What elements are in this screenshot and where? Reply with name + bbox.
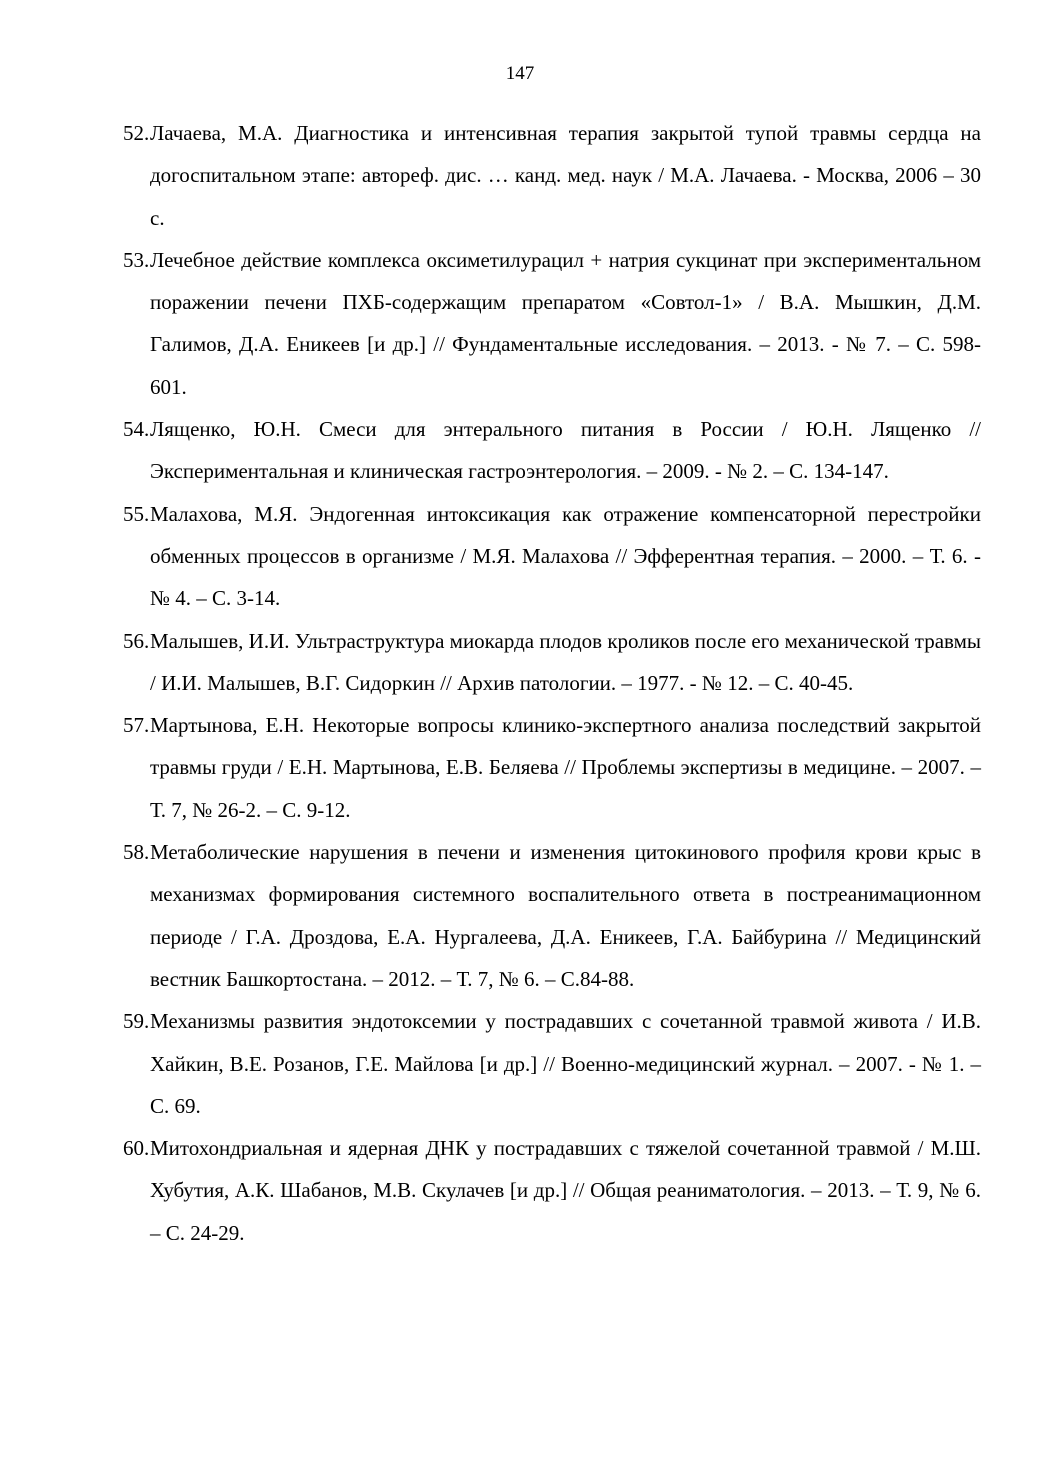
reference-list bbox=[0, 112, 1040, 1254]
reference-item-55 bbox=[123, 493, 981, 620]
reference-text: Мартынова, Е.Н. Некоторые вопросы клинико-экспертного анализа последствий закрытой травмы груди / Е.Н. Мартынова, Е.В. Беляева // Проблемы экспертизы в медицине. – 2007. – Т. 7, № 26-2. – С. 9-12. bbox=[150, 713, 981, 822]
reference-text: Лященко, Ю.Н. Смеси для энтерального питания в России / Ю.Н. Лященко // Экспериментальная и клиническая гастроэнтерология. – 2009. - № 2. – С. 134-147. bbox=[150, 417, 981, 484]
reference-text: Малышев, И.И. Ультраструктура миокарда плодов кроликов после его механической травмы / И.И. Малышев, В.Г. Сидоркин // Архив патологии. – 1977. - № 12. – С. 40-45. bbox=[150, 628, 981, 695]
reference-number: 55. bbox=[123, 501, 150, 526]
reference-number: 54. bbox=[123, 417, 150, 442]
reference-number: 53. bbox=[123, 247, 150, 272]
reference-text: Лечебное действие комплекса оксиметилурацил + натрия сукцинат при экспериментальном поражении печени ПХБ-содержащим препаратом «Совтол-1» / В.А. Мышкин, Д.М. Галимов, Д.А. Еникеев [и др.] // Фундаментальные исследования. – 2013. - № 7. – С. 598-601. bbox=[150, 247, 981, 399]
reference-text: Метаболические нарушения в печени и изменения цитокинового профиля крови крыс в механизмах формирования системного воспалительного ответа в постреанимационном периоде / Г.А. Дроздова, Е.А. Нургалеева, Д.А. Еникеев, Г.А. Байбурина // Медицинский вестник Башкортостана. – 2012. – Т. 7, № 6. – С.84-88. bbox=[150, 840, 981, 991]
reference-item-52 bbox=[123, 112, 981, 239]
reference-item-58 bbox=[123, 831, 981, 1000]
reference-item-57 bbox=[123, 704, 981, 831]
reference-item-59 bbox=[123, 1000, 981, 1127]
reference-number: 57. bbox=[123, 713, 150, 738]
reference-text: Лачаева, М.А. Диагностика и интенсивная терапия закрытой тупой травмы сердца на догоспитальном этапе: автореф. дис. … канд. мед. наук / М.А. Лачаева. - Москва, 2006 – 30 с. bbox=[150, 121, 981, 230]
reference-item-54 bbox=[123, 408, 981, 493]
reference-number: 56. bbox=[123, 628, 150, 653]
reference-item-56 bbox=[123, 620, 981, 705]
reference-number: 60. bbox=[123, 1136, 150, 1161]
reference-number: 59. bbox=[123, 1009, 150, 1034]
reference-number: 52. bbox=[123, 121, 150, 145]
reference-item-53 bbox=[123, 239, 981, 408]
reference-text: Малахова, М.Я. Эндогенная интоксикация как отражение компенсаторной перестройки обменных процессов в организме / М.Я. Малахова // Эфферентная терапия. – 2000. – Т. 6. - № 4. – С. 3-14. bbox=[150, 501, 981, 611]
reference-number: 58. bbox=[123, 840, 150, 865]
reference-text: Митохондриальная и ядерная ДНК у пострадавших с тяжелой сочетанной травмой / М.Ш. Хубутия, А.К. Шабанов, М.В. Скулачев [и др.] // Общая реаниматология. – 2013. – Т. 9, № 6. – С. 24-29. bbox=[150, 1136, 981, 1245]
reference-text: Механизмы развития эндотоксемии у пострадавших с сочетанной травмой живота / И.В. Хайкин, В.Е. Розанов, Г.Е. Майлова [и др.] // Военно-медицинский журнал. – 2007. - № 1. – С. 69. bbox=[150, 1009, 981, 1118]
page-number: 147 bbox=[505, 63, 535, 84]
reference-item-60 bbox=[123, 1127, 981, 1254]
